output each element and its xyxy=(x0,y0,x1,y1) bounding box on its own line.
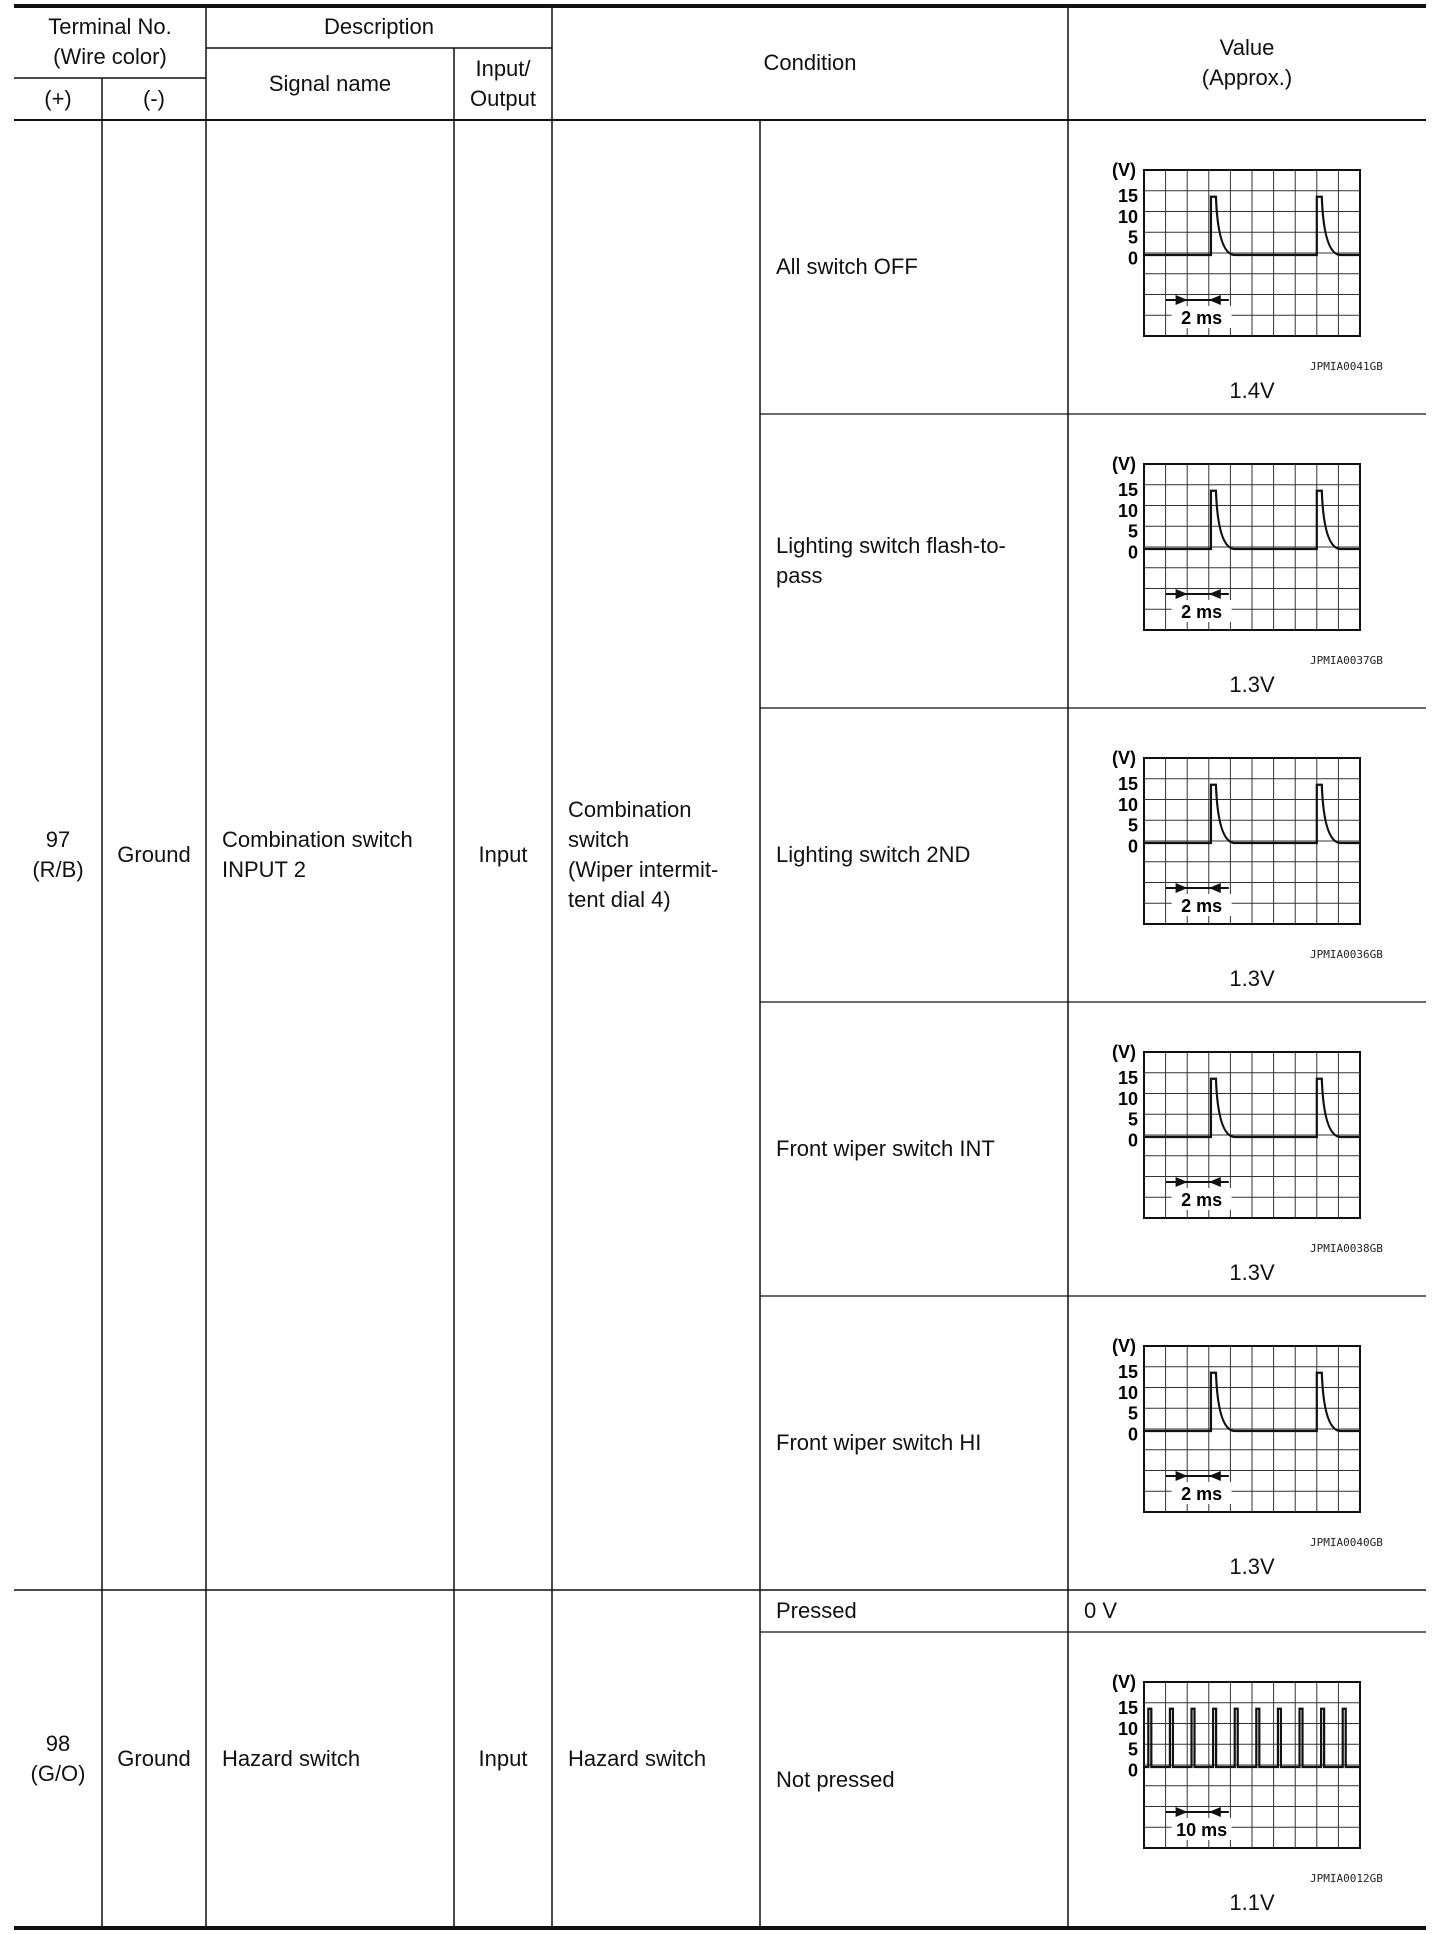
header-value-line2: (Approx.) xyxy=(1201,65,1293,90)
header-value-line1: Value xyxy=(1219,35,1275,60)
row-97-wire-color: (R/B) xyxy=(32,857,84,882)
row-97-signal-name xyxy=(206,120,454,1590)
scope-tick-label: 10 xyxy=(1117,1382,1138,1403)
row-98-terminal-number: 98 xyxy=(45,1731,71,1756)
scope-time-arrow xyxy=(1209,1471,1221,1481)
row-97-condition-line1: Combination xyxy=(568,797,692,822)
scope-time-label: 10 ms xyxy=(1176,1820,1228,1840)
row-97-condition-line4: tent dial 4) xyxy=(568,887,671,912)
header-io-line2: Output xyxy=(469,86,537,111)
scope-tick-label: 0 xyxy=(1127,1130,1138,1151)
scope-tick-label: 5 xyxy=(1127,815,1138,836)
scope-time-arrow xyxy=(1209,1177,1221,1187)
oscilloscope-flash-to-pass xyxy=(1084,436,1384,666)
scope-time-label: 2 ms xyxy=(1181,308,1223,328)
row-97-sub-1-label-line2: pass xyxy=(776,563,823,588)
row-98-sub-1-label: Not pressed xyxy=(776,1767,895,1792)
row-97-sub-0-label-line1: All switch OFF xyxy=(776,254,918,279)
scope-unit-label: (V) xyxy=(1112,160,1136,180)
scope-time-arrow xyxy=(1176,589,1188,599)
row-97-signal-line2: INPUT 2 xyxy=(222,857,306,882)
row-97-sub-4-label xyxy=(760,1296,1068,1590)
row-97-condition-line2: switch xyxy=(568,827,630,852)
row-97-sub-3-label-line1: Front wiper switch INT xyxy=(776,1136,995,1161)
row-97-condition-line3: (Wiper intermit- xyxy=(568,857,719,882)
scope-tick-label: 5 xyxy=(1127,1739,1138,1760)
row-98-io: Input xyxy=(478,1746,528,1771)
row-97-sub-4-label-line1: Front wiper switch HI xyxy=(776,1430,982,1455)
row-97-sub-1-label xyxy=(760,414,1068,708)
scope-time-arrow xyxy=(1209,295,1221,305)
scope-time-arrow xyxy=(1209,589,1221,599)
scope-tick-label: 5 xyxy=(1127,521,1138,542)
scope-time-arrow xyxy=(1176,883,1188,893)
scope-tick-label: 0 xyxy=(1127,1424,1138,1445)
row-97-sub-1-label-line1: Lighting switch flash-to- xyxy=(776,533,1006,558)
scope-value: 1.3V xyxy=(1229,1260,1275,1285)
row-97-signal-line1: Combination switch xyxy=(222,827,413,852)
row-98-sub-0-label: Pressed xyxy=(776,1598,857,1623)
scope-figure-code: JPMIA0038GB xyxy=(1310,1242,1383,1255)
scope-tick-label: 0 xyxy=(1127,248,1138,269)
row-97-sub-3-label xyxy=(760,1002,1068,1296)
scope-tick-label: 15 xyxy=(1117,480,1138,500)
header-signal-name: Signal name xyxy=(268,71,392,96)
scope-figure-code: JPMIA0037GB xyxy=(1310,654,1383,667)
scope-tick-label: 0 xyxy=(1127,1760,1138,1781)
scope-time-arrow xyxy=(1176,1177,1188,1187)
scope-tick-label: 5 xyxy=(1127,1403,1138,1424)
scope-time-label: 2 ms xyxy=(1181,896,1223,916)
scope-unit-label: (V) xyxy=(1112,748,1136,768)
row-98-wire-color: (G/O) xyxy=(30,1761,86,1786)
scope-tick-label: 15 xyxy=(1117,186,1138,206)
scope-tick-label: 10 xyxy=(1117,500,1138,521)
scope-unit-label: (V) xyxy=(1112,1672,1136,1692)
oscilloscope-all-switch-off xyxy=(1084,142,1384,372)
scope-unit-label: (V) xyxy=(1112,1336,1136,1356)
scope-tick-label: 15 xyxy=(1117,1362,1138,1382)
row-98-terminal-plus xyxy=(14,1590,102,1928)
row-98-condition-main: Hazard switch xyxy=(568,1746,707,1771)
scope-time-label: 2 ms xyxy=(1181,1484,1223,1504)
scope-time-arrow xyxy=(1209,883,1221,893)
row-98-sub-0-value: 0 V xyxy=(1084,1598,1118,1623)
oscilloscope-lighting-2nd xyxy=(1084,730,1384,960)
scope-time-label: 2 ms xyxy=(1181,602,1223,622)
scope-time-arrow xyxy=(1209,1807,1221,1817)
scope-tick-label: 5 xyxy=(1127,1109,1138,1130)
row-97-sub-2-label-line1: Lighting switch 2ND xyxy=(776,842,971,867)
scope-tick-label: 5 xyxy=(1127,227,1138,248)
row-97-terminal-number: 97 xyxy=(45,827,71,852)
header-condition: Condition xyxy=(763,50,857,75)
oscilloscope-wiper-hi xyxy=(1084,1318,1384,1548)
oscilloscope-wiper-int xyxy=(1084,1024,1384,1254)
scope-time-arrow xyxy=(1176,1807,1188,1817)
scope-value: 1.3V xyxy=(1229,1554,1275,1579)
header-minus: (-) xyxy=(143,86,165,111)
scope-tick-label: 15 xyxy=(1117,1698,1138,1718)
scope-unit-label: (V) xyxy=(1112,1042,1136,1062)
scope-tick-label: 10 xyxy=(1117,1718,1138,1739)
header-value xyxy=(1068,6,1426,120)
row-97-sub-0-label xyxy=(760,120,1068,414)
scope-time-arrow xyxy=(1176,295,1188,305)
scope-figure-code: JPMIA0040GB xyxy=(1310,1536,1383,1549)
header-plus: (+) xyxy=(44,86,72,111)
scope-tick-label: 0 xyxy=(1127,542,1138,563)
header-input-output xyxy=(454,48,552,120)
header-description: Description xyxy=(323,14,435,39)
scope-tick-label: 10 xyxy=(1117,206,1138,227)
scope-value: 1.1V xyxy=(1229,1890,1275,1915)
scope-tick-label: 15 xyxy=(1117,774,1138,794)
scope-unit-label: (V) xyxy=(1112,454,1136,474)
scope-value: 1.3V xyxy=(1229,672,1275,697)
header-wire-color-label: (Wire color) xyxy=(53,44,167,69)
scope-tick-label: 15 xyxy=(1117,1068,1138,1088)
scope-figure-code: JPMIA0041GB xyxy=(1310,360,1383,373)
header-terminal-no xyxy=(14,6,206,78)
header-terminal-no-label: Terminal No. xyxy=(48,14,172,39)
scope-time-arrow xyxy=(1176,1471,1188,1481)
oscilloscope-hazard-not-pressed xyxy=(1084,1654,1384,1884)
row-98-terminal-minus: Ground xyxy=(117,1746,191,1771)
row-97-condition-main xyxy=(552,120,760,1590)
scope-figure-code: JPMIA0036GB xyxy=(1310,948,1383,961)
scope-figure-code: JPMIA0012GB xyxy=(1310,1872,1383,1885)
row-97-terminal-minus: Ground xyxy=(117,842,191,867)
scope-time-label: 2 ms xyxy=(1181,1190,1223,1210)
scope-value: 1.3V xyxy=(1229,966,1275,991)
row-97-terminal-plus xyxy=(14,120,102,1590)
scope-tick-label: 0 xyxy=(1127,836,1138,857)
scope-tick-label: 10 xyxy=(1117,794,1138,815)
row-98-signal-name: Hazard switch xyxy=(222,1746,361,1771)
row-97-sub-2-label xyxy=(760,708,1068,1002)
row-97-io: Input xyxy=(478,842,528,867)
scope-value: 1.4V xyxy=(1229,378,1275,403)
header-io-line1: Input/ xyxy=(475,56,531,81)
scope-tick-label: 10 xyxy=(1117,1088,1138,1109)
